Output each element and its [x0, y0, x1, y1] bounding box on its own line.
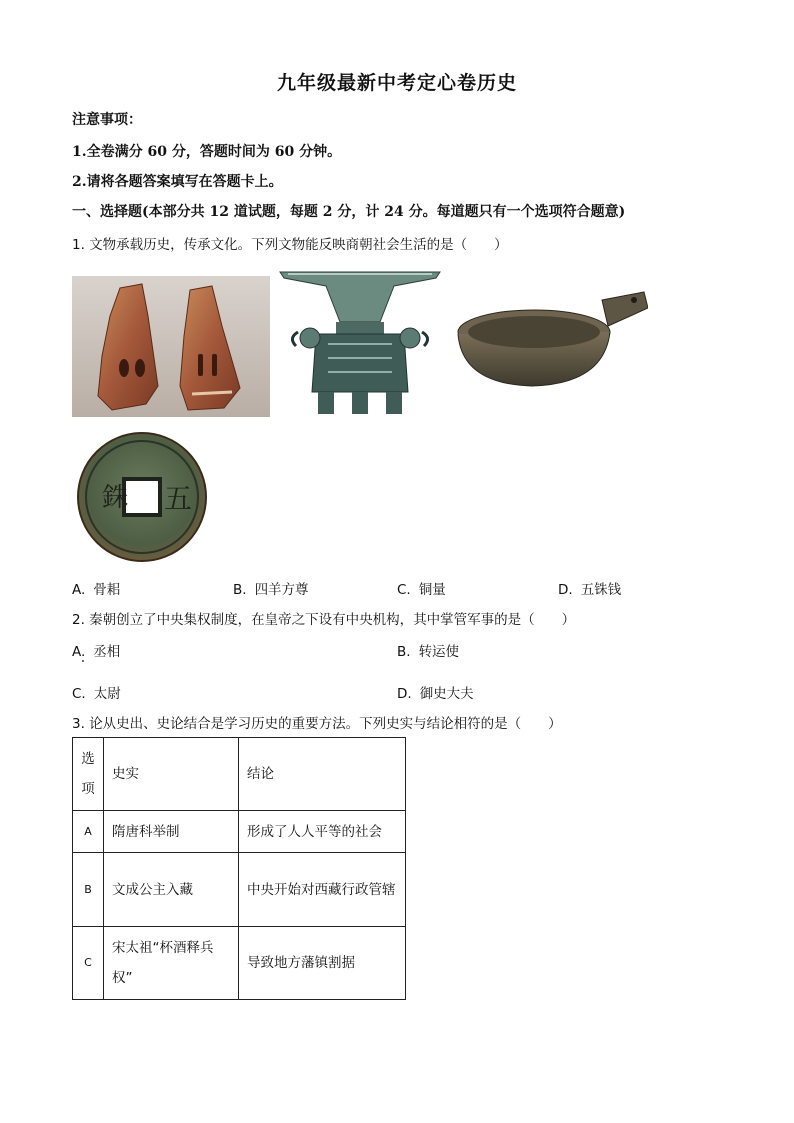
coin-char-zhu: 銖: [102, 483, 129, 513]
history-table: [72, 737, 406, 1000]
option-text: 四羊方尊: [254, 582, 309, 598]
q1-option-b[interactable]: [233, 578, 309, 598]
table-header-conclusion: 结论: [239, 738, 406, 811]
option-text: 转运使: [418, 644, 460, 660]
table-cell-option: A: [73, 811, 104, 853]
option-text: 御史大夫: [419, 686, 474, 702]
section-heading: 一、选择题(本部分共 12 道试题，每题 2 分，计 24 分。每道题只有一个选项符合题意): [72, 204, 626, 220]
option-letter: D.: [397, 686, 412, 702]
question-1-stem: 1. 文物承载历史，传承文化。下列文物能反映商朝社会生活的是（ ）: [72, 237, 508, 253]
table-cell-option: B: [73, 853, 104, 927]
coin-char-wu: 五: [164, 482, 193, 515]
table-cell-conclusion: 形成了人人平等的社会: [239, 811, 406, 853]
question-3-stem: 3. 论从史出、史论结合是学习历史的重要方法。下列史实与结论相符的是（ ）: [72, 716, 562, 732]
q1-option-d[interactable]: [558, 578, 621, 598]
q1-option-a[interactable]: [72, 578, 120, 598]
notice-heading: 注意事项：: [72, 112, 142, 128]
wuzhu-coin-image: [72, 430, 213, 564]
stray-dot: [82, 660, 84, 662]
option-text: 太尉: [93, 686, 121, 702]
q2-option-d[interactable]: [397, 682, 474, 702]
table-cell-conclusion: 中央开始对西藏行政管辖: [239, 853, 406, 927]
option-letter: B.: [397, 644, 411, 660]
table-cell-fact: 文成公主入藏: [104, 853, 239, 927]
option-text: 骨耜: [93, 582, 121, 598]
table-row: [73, 811, 406, 853]
option-letter: B.: [233, 582, 247, 598]
option-letter: A.: [72, 582, 86, 598]
bone-plow-image: [72, 276, 270, 417]
option-text: 五铢钱: [580, 582, 622, 598]
notice-item-1: 1.全卷满分 60 分，答题时间为 60 分钟。: [72, 144, 342, 160]
q2-option-c[interactable]: [72, 682, 121, 702]
q2-option-b[interactable]: [397, 640, 459, 660]
table-cell-fact: 宋太祖“杯酒释兵权”: [104, 927, 239, 1000]
table-cell-option: C: [73, 927, 104, 1000]
table-row: [73, 927, 406, 1000]
option-text: 铜量: [418, 582, 446, 598]
table-header-row: [73, 738, 406, 811]
q2-option-a[interactable]: [72, 640, 120, 660]
table-header-fact: 史实: [104, 738, 239, 811]
option-letter: A.: [72, 644, 86, 660]
table-cell-conclusion: 导致地方藩镇割据: [239, 927, 406, 1000]
q1-option-c[interactable]: [397, 578, 446, 598]
option-letter: C.: [72, 686, 86, 702]
question-2-stem: 2. 秦朝创立了中央集权制度，在皇帝之下设有中央机构，其中掌管军事的是（ ）: [72, 612, 576, 628]
option-letter: C.: [397, 582, 411, 598]
option-letter: D.: [558, 582, 573, 598]
page-title: 九年级最新中考定心卷历史: [276, 72, 517, 94]
table-header-option: 选项: [73, 738, 104, 811]
bronze-measure-image: [452, 286, 648, 396]
option-text: 丞相: [93, 644, 121, 660]
four-ram-zun-image: [276, 266, 444, 418]
table-cell-fact: 隋唐科举制: [104, 811, 239, 853]
notice-item-2: 2.请将各题答案填写在答题卡上。: [72, 174, 283, 190]
table-row: [73, 853, 406, 927]
